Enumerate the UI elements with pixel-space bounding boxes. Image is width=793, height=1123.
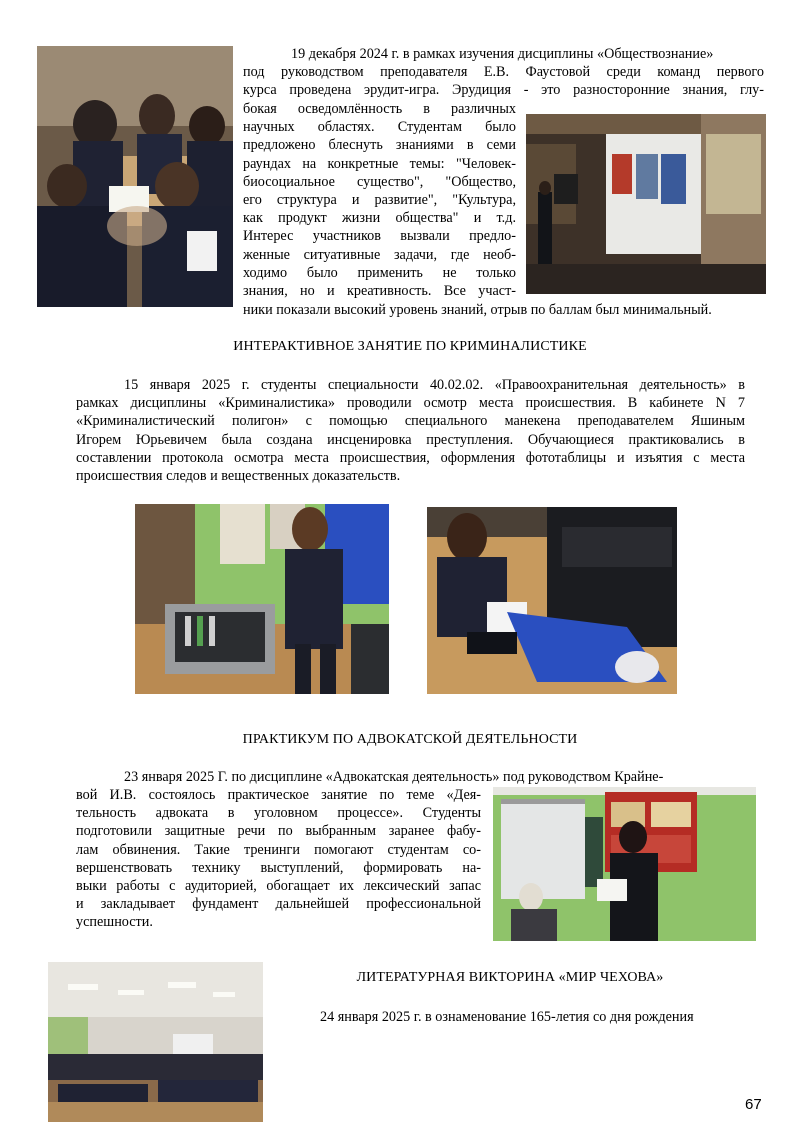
text-line: рамках дисциплины «Криминалистика» проводили осмотр места происшествия. В кабинете N 7 [76,395,745,412]
text-line: биосоциальное существо", "Общество, [243,173,516,190]
page-number: 67 [745,1096,762,1113]
text-line: выки работы с аудиторией, обогащает их лексический запас [76,878,481,895]
text-line: «Криминалистический полигон» с помощью специального манекена преподавателем Яшиным [76,413,745,430]
text-line: его структура и развитие", "Культура, [243,192,516,209]
section3-body [76,786,481,932]
section3-first-line: 23 января 2025 Г. по дисциплине «Адвокатская деятельность» под руководством Крайне- [124,769,664,785]
text-line: ходимо было применить не только [243,264,516,281]
advocacy-practice-photo [493,787,756,941]
text-line: раундах на конкретные темы: "Человек- [243,155,516,172]
text-line: происшествия следов и вещественных доказательств. [76,468,401,485]
text-line: научных областях. Студентам было [243,119,516,136]
text-line: успешности. [76,914,153,931]
text-line: предложено блеснуть знаниями в семи [243,137,516,154]
text-line: лам обвинения. Такие тренинги помогают студентам со- [76,841,481,858]
text-line: женные ситуативные задачи, где необ- [243,246,516,263]
section1-intro [243,45,764,100]
text-line: под руководством преподавателя Е.В. Фаустовой среди команд первого [243,64,764,81]
section3-heading: ПРАКТИКУМ ПО АДВОКАТСКОЙ ДЕЯТЕЛЬНОСТИ [242,732,578,747]
section1-narrow-text [243,100,516,300]
text-line: составлении протокола осмотра места происшествия, оформления фототаблицы и изъятия с места [76,449,745,466]
text-line: тельность адвоката в уголовном процессе». Студенты [76,805,481,822]
section2-heading: ИНТЕРАКТИВНОЕ ЗАНЯТИЕ ПО КРИМИНАЛИСТИКЕ [233,339,587,354]
section2-body [76,376,745,485]
text-line: 19 декабря 2024 г. в рамках изучения дисциплины «Обществознание» [291,46,714,62]
mannequin-photo [427,507,677,694]
text-line: 15 января 2025 г. студенты специальности 40.02.02. «Правоохранительная деятельность» в [124,377,745,393]
text-line: вершенствовать технику выступлений, формировать на- [76,859,481,876]
text-line: подготовили защитные речи по выбранным заранее фабу- [76,823,481,840]
text-line: Игорем Юрьевичем была создана инсценировка преступления. Обучающиеся практиковались в [76,431,745,448]
section1-last-line: ники показали высокий уровень знаний, отрыв по баллам был минимальный. [243,302,712,318]
text-line: и закладывает фундамент дальнейшей профессиональной [76,896,481,913]
presentation-photo [526,114,766,294]
text-line: вой И.В. состоялось практическое занятие по теме «Дея- [76,787,481,803]
section4-line: 24 января 2025 г. в ознаменование 165-летия со дня рождения [320,1009,694,1025]
chekhov-quiz-photo [48,962,263,1122]
text-line: бокая осведомлённость в различных [243,101,516,117]
text-line: знания, но и креативность. Все участ- [243,283,516,300]
students-quiz-photo [37,46,233,307]
section4-heading: ЛИТЕРАТУРНАЯ ВИКТОРИНА «МИР ЧЕХОВА» [356,970,664,985]
text-line: Интерес участников вызвали предло- [243,228,516,245]
text-line: как продукт жизни общества" и т.д. [243,210,516,227]
forensic-kit-photo [135,504,389,694]
text-line: курса проведена эрудит-игра. Эрудиция - это разносторонние знания, глу- [243,82,764,99]
